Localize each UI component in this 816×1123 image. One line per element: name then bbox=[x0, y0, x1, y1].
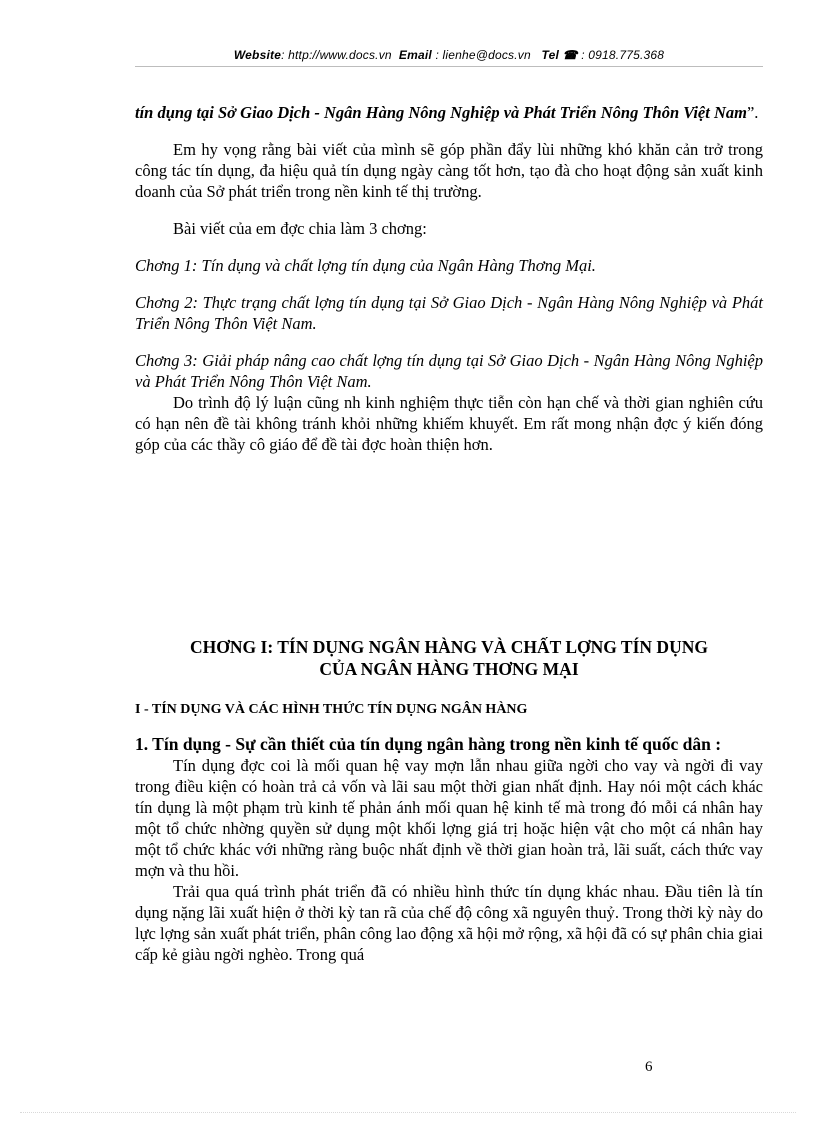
body-paragraph-1: Tín dụng đợc coi là mối quan hệ vay mợn lẫn nhau giữa ngời cho vay và ngời đi vay trong điều kiện có hoàn trả cả vốn và lãi sau một thời gian nhất định. Hay nói một cách khác tín dụng là một phạm trù kinh tế phản ánh mối quan hệ kinh tế mà trong đó mỗi cá nhân hay một tổ chức nhờng quyền sử dụng một khối lợng giá trị hoặc hiện vật cho một cá nhân hay một tổ chức khác với những ràng buộc nhất định về thời gian hoàn trả, lãi suất, cách thức vay mợn và thu hồi. bbox=[135, 756, 763, 880]
header-divider bbox=[135, 66, 763, 67]
phone-icon: ☎ bbox=[562, 48, 578, 62]
chapter-body bbox=[135, 700, 763, 965]
tel-value: : 0918.775.368 bbox=[581, 48, 665, 62]
paragraph-closing: Do trình độ lý luận cũng nh kinh nghiệm thực tiễn còn hạn chế và thời gian nghiên cứu có hạn nên đề tài không tránh khỏi những khiếm khuyết. Em rất mong nhận đợc ý kiến đóng góp của các thầy cô giáo để đề tài đợc hoàn thiện hơn. bbox=[135, 393, 763, 454]
paragraph-continued bbox=[135, 102, 763, 123]
page-number: 6 bbox=[645, 1059, 653, 1075]
paragraph-bold-italic: tín dụng tại Sở Giao Dịch - Ngân Hàng Nông Nghiệp và Phát Triển Nông Thôn Việt Nam bbox=[135, 103, 747, 122]
chapter-title-line-2: CỦA NGÂN HÀNG THƠNG MẠI bbox=[319, 659, 579, 679]
chapter-2-summary: Chơng 2: Thực trạng chất lợng tín dụng tại Sở Giao Dịch - Ngân Hàng Nông Nghiệp và Phát Triển Nông Thôn Việt Nam. bbox=[135, 293, 763, 333]
section-heading: I - TÍN DỤNG VÀ CÁC HÌNH THỨC TÍN DỤNG NGÂN HÀNG bbox=[135, 702, 528, 717]
paragraph-tail: ”. bbox=[746, 103, 759, 122]
footer-divider bbox=[20, 1112, 796, 1113]
body-paragraph-2: Trải qua quá trình phát triển đã có nhiều hình thức tín dụng khác nhau. Đầu tiên là tín dụng nặng lãi xuất hiện ở thời kỳ tan rã của chế độ công xã nguyên thuỷ. Trong thời kỳ này do lực lợng sản xuất phát triển, phân công lao động xã hội mở rộng, xã hội đã có sự phân chia giai cấp kẻ giàu ngời nghèo. Trong quá bbox=[135, 882, 763, 964]
tel-label: Tel bbox=[541, 48, 559, 62]
chapter-title bbox=[135, 636, 763, 680]
subsection-heading: 1. Tín dụng - Sự cần thiết của tín dụng ngân hàng trong nền kinh tế quốc dân : bbox=[135, 734, 722, 754]
chapter-title-line-1: CHƠNG I: TÍN DỤNG NGÂN HÀNG VÀ CHẤT LỢNG TÍN DỤNG bbox=[190, 637, 708, 657]
chapter-1-summary: Chơng 1: Tín dụng và chất lợng tín dụng của Ngân Hàng Thơng Mại. bbox=[135, 256, 596, 275]
email-label: Email bbox=[398, 48, 432, 62]
page-header bbox=[135, 48, 763, 62]
chapter-3-summary: Chơng 3: Giải pháp nâng cao chất lợng tín dụng tại Sở Giao Dịch - Ngân Hàng Nông Nghiệp và Phát Triển Nông Thôn Việt Nam. bbox=[135, 351, 763, 391]
paragraph-structure: Bài viết của em đợc chia làm 3 chơng: bbox=[173, 219, 427, 238]
email-value: : lienhe@docs.vn bbox=[435, 48, 531, 62]
website-value: : http://www.docs.vn bbox=[281, 48, 392, 62]
paragraph-hope: Em hy vọng rằng bài viết của mình sẽ góp phần đẩy lùi những khó khăn cản trở trong công tác tín dụng, đa hiệu quả tín dụng ngày càng tốt hơn, tạo đà cho hoạt động sản xuất kinh doanh của Sở phát triển trong nền kinh tế thị trường. bbox=[135, 140, 763, 201]
intro-content bbox=[135, 102, 763, 455]
website-label: Website bbox=[233, 48, 282, 62]
